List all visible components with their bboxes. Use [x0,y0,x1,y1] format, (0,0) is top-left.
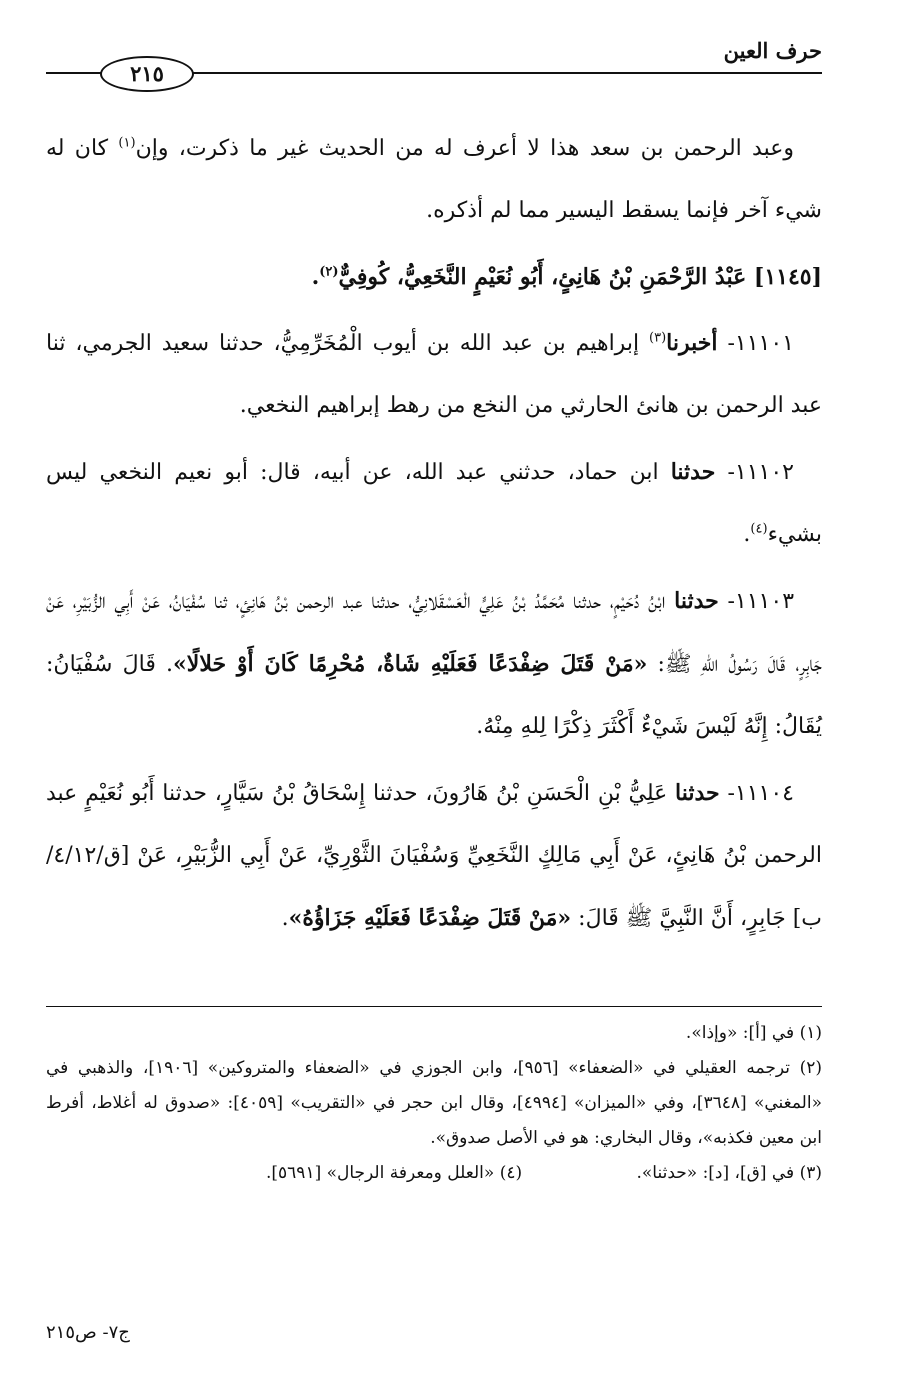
footnote-4: (٤) «العلل ومعرفة الرجال» [٥٦٩١]. [266,1163,523,1183]
footnote-row [46,1156,822,1191]
entry-heading [46,246,822,308]
footnote-1: (١) في [أ]: «وإذا». [685,1023,822,1043]
hadith-text: ابْنُ دُحَيْمٍ، حدثنا مُحَمَّدُ بْنُ عَلِيٍّ الْعَسْقَلانِيُّ، حدثنا عبد الرحمن بْنُ هَانِئٍ، ثنا سُفْيَانُ، عَنْ أَبِي الزُّبَيْرِ، عَنْ جَابِرٍ، قَالَ رَسُولُ اللهِ ﷺ: [46,589,823,677]
footnote-marker-3: (٣) [649,330,667,346]
footnote-rule [46,1006,822,1007]
footnote-marker-4: (٤) [750,521,768,537]
main-text [46,118,822,954]
hadith-number: ١١١٠٢- [727,460,794,485]
hadith-11101 [46,312,822,437]
prophetic-quote: «مَنْ قَتَلَ ضِفْدَعًا فَعَلَيْهِ جَزَاؤُهُ» [288,905,572,931]
footnote-3: (٣) في [ق]، [د]: «حدثنا». [636,1163,822,1183]
narration-lead: أخبرنا [666,330,718,356]
narration-lead: حدثنا [674,588,719,614]
prophetic-quote: «مَنْ قَتَلَ ضِفْدَعًا فَعَلَيْهِ شَاةٌ، مُحْرِمًا كَانَ أَوْ حَلالًا» [173,651,648,677]
hadith-tail: . قَالَ سُفْيَانُ: يُقَالُ: إِنَّهُ لَيْسَ شَيْءٌ أَكْثَرَ ذِكْرًا لِلهِ مِنْهُ. [46,652,822,739]
footnote-2: (٢) ترجمه العقيلي في «الضعفاء» [٩٥٦]، وابن الجوزي في «الضعفاء والمتروكين» [١٩٠٦]، والذهبي في «المغني» [٣٦٤٨]، وفي «الميزان» [٤٩٩٤]، وقال ابن حجر في «التقريب» [٤٠٥٩]: «صدوق له أغلاط، أفرط ابن معين فكذبه»، وقال البخاري: هو في الأصل صدوق». [46,1058,822,1148]
footnote-marker-2: (٢) [319,264,339,280]
volume-page-reference: ج٧- ص٢١٥ [46,1322,130,1343]
footnotes [46,1016,822,1191]
hadith-11103 [46,570,822,758]
hadith-number: ١١١٠٤- [727,781,794,806]
hadith-number: ١١١٠١- [727,331,794,356]
hadith-11104 [46,762,822,950]
hadith-text: ابن حماد، حدثني عبد الله، عن أبيه، قال: أبو نعيم النخعي ليس بشيء [46,460,822,547]
entry-heading-end: . [311,264,320,290]
footnote-marker-1: (١) [118,135,136,151]
hadith-end: . [281,906,289,931]
page-number-badge: ٢١٥ [100,56,194,92]
narration-lead: حدثنا [675,780,720,806]
intro-text-b: كان له شيء آخر فإنما يسقط اليسير مما لم أذكره. [46,136,822,223]
chapter-title: حرف العين [723,38,822,63]
narration-lead: حدثنا [670,459,716,485]
hadith-11102 [46,441,822,566]
hadith-end: . [743,522,751,547]
hadith-text: إبراهيم بن عبد الله بن أيوب الْمُخَرِّمِيُّ، حدثنا سعيد الجرمي، ثنا عبد الرحمن بن هانئ الحارثي من النخع من رهط إبراهيم النخعي. [46,331,822,418]
hadith-text: عَلِيُّ بْنِ الْحَسَنِ بْنُ هَارُونَ، حدثنا إِسْحَاقُ بْنُ سَيَّارٍ، حدثنا أَبُو نُعَيْمٍ عبد الرحمن بْنُ هَانِئٍ، عَنْ أَبِي مَالِكٍ النَّخَعِيِّ وَسُفْيَانَ الثَّوْرِيِّ، عَنْ أَبِي الزُّبَيْرِ، عَنْ [ق/٤/١٢/ب] جَابِرٍ، أَنَّ النَّبِيَّ ﷺ قَالَ: [46,781,822,931]
intro-paragraph [46,118,822,242]
entry-heading-text: [١١٤٥] عَبْدُ الرَّحْمَنِ بْنُ هَانِئٍ، أَبُو نُعَيْمٍ النَّخَعِيُّ، كُوفِيٌّ [338,264,822,290]
hadith-number: ١١١٠٣- [727,589,795,614]
intro-text-a: وعبد الرحمن بن سعد هذا لا أعرف له من الحديث غير ما ذكرت، وإن [135,136,794,161]
